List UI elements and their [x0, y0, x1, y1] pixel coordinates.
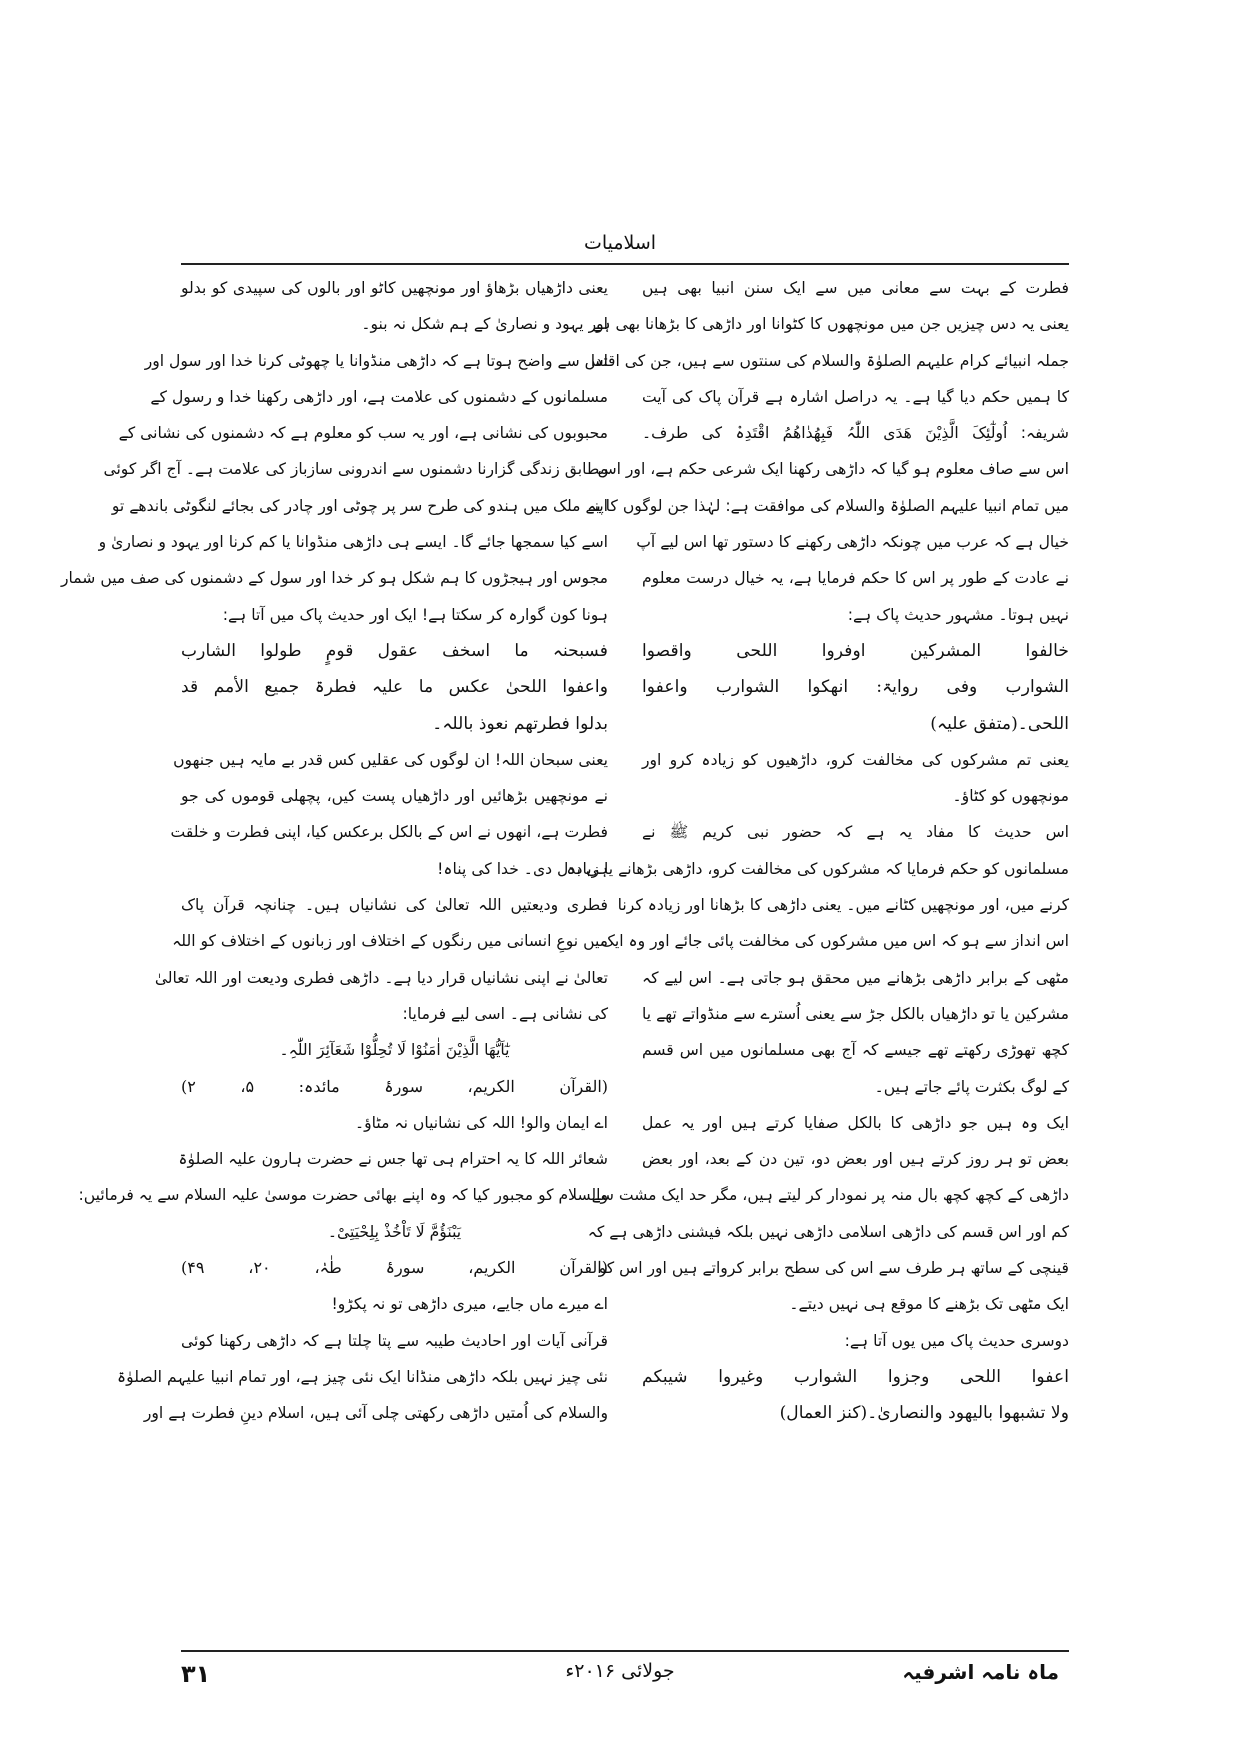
text-line: شعائر اللہ کا یہ احترام ہی تھا جس نے حضرت ہارون علیہ الصلوٰۃ: [178, 1150, 608, 1169]
text-line: اعفوا اللحی وجزوا الشوارب وغیروا شیبکم: [642, 1366, 1069, 1387]
text-line: والسلام کو مجبور کیا کہ وہ اپنے بھائی حضرت موسیٰ علیہ السلام سے یہ فرمائیں:: [78, 1186, 608, 1205]
text-line: مشرکین یا تو داڑھیاں بالکل جڑ سے یعنی اُسترے سے منڈواتے تھے یا: [642, 1004, 1069, 1023]
text-line: اپنے ملک میں ہندو کی طرح سر پر چوٹی اور چادر کی بجائے لنگوٹی باندھے تو: [111, 496, 608, 515]
page-number: ۳۱: [181, 1660, 211, 1688]
text-line: مٹھی کے برابر داڑھی بڑھانے میں محقق ہو جاتی ہے۔ اس لیے کہ: [642, 968, 1069, 987]
text-line: کرنے میں، اور مونچھیں کٹانے میں۔ یعنی داڑھی کا بڑھانا اور زیادہ کرنا: [617, 896, 1069, 915]
text-line: میں تمام انبیا علیہم الصلوٰۃ والسلام کی موافقت ہے: لہٰذا جن لوگوں کا یہ: [587, 496, 1069, 515]
text-line: اور یہود و نصاریٰ کے ہم شکل نہ بنو۔: [361, 315, 608, 334]
text-line: یٰٓاَیُّھَا الَّذِیْنَ اٰمَنُوْا لَا تُحِلُّوْا شَعَآئِرَ اللّٰہِ۔: [279, 1041, 510, 1060]
text-line: (القرآن الکریم، سورۂ مائدہ: ۵، ۲): [181, 1076, 609, 1096]
magazine-name: ماہ نامہ اشرفیہ: [902, 1660, 1059, 1684]
text-line: اس حدیث کا مفاد یہ ہے کہ حضور نبی کریم ﷺ نے: [642, 823, 1069, 842]
text-line: واعفوا اللحیٰ عکس ما علیہ فطرۃ جمیع الأمم قد: [181, 677, 608, 698]
text-line: اس انداز سے ہو کہ اس میں مشرکوں کی مخالفت پائی جائے اور وہ ایک: [600, 932, 1069, 951]
section-header: اسلامیات: [583, 232, 657, 254]
text-line: ہی بدل دی۔ خدا کی پناہ!: [437, 859, 608, 878]
text-line: اللحی۔(متفق علیہ): [930, 713, 1069, 734]
text-line: مسلمانوں کو حکم فرمایا کہ مشرکوں کی مخالفت کرو، داڑھی بڑھانے یا زیادہ: [566, 859, 1069, 878]
left-text-column: [61, 270, 609, 1640]
text-line: قینچی کے ساتھ ہر طرف سے اس کی سطح برابر کرواتے ہیں اور اس کو: [598, 1259, 1069, 1278]
text-line: (القرآن الکریم، سورۂ طٰہٰ، ۲۰، ۴۹): [181, 1258, 608, 1278]
text-line: مونچھوں کو کٹاؤ۔: [952, 787, 1069, 806]
text-line: مجوس اور ہیجڑوں کا ہم شکل ہو کر خدا اور سول کے دشمنوں کی صف میں شمار: [61, 569, 608, 588]
text-line: شریفہ: اُولٰٓئِکَ الَّذِیْنَ ھَدَی اللّٰہُ فَبِھُدٰاھُمُ اقْتَدِہْ کی طرف۔: [642, 424, 1069, 443]
text-line: اے ایمان والو! اللہ کی نشانیاں نہ مٹاؤ۔: [355, 1113, 608, 1132]
text-line: قرآنی آیات اور احادیث طیبہ سے پتا چلتا ہے کہ داڑھی رکھنا کوئی: [181, 1331, 608, 1350]
issue-date: جولائی ۲۰۱۶ء: [565, 1660, 675, 1682]
text-line: فطرت کے بہت سے معانی میں سے ایک سنن انبیا بھی ہیں: [642, 279, 1069, 297]
text-line: یعنی سبحان اللہ! ان لوگوں کی عقلیں کس قدر بے مایہ ہیں جنھوں: [173, 750, 608, 769]
text-line: بعض تو ہر روز کرتے ہیں اور بعض دو، تین دن کے بعد، اور بعض: [642, 1150, 1069, 1169]
text-line: اس سے واضح ہوتا ہے کہ داڑھی منڈوانا یا چھوٹی کرنا خدا اور سول اور: [144, 351, 608, 370]
text-line: کا ہمیں حکم دیا گیا ہے۔ یہ دراصل اشارہ ہے قرآن پاک کی آیت: [642, 387, 1069, 406]
text-line: فطری ودیعتیں اللہ تعالیٰ کی نشانیاں ہیں۔ چنانچہ قرآن پاک: [181, 896, 608, 915]
text-line: فسبحنہ ما اسخف عقول قومٍ طولوا الشارب: [181, 640, 608, 661]
text-line: جملہ انبیائے کرام علیہم الصلوٰۃ والسلام کی سنتوں سے ہیں، جن کی اقتدا: [590, 351, 1069, 370]
text-line: کے لوگ بکثرت پائے جاتے ہیں۔: [874, 1077, 1069, 1096]
text-line: کچھ تھوڑی رکھتے تھے جیسے کہ آج بھی مسلمانوں میں اس قسم: [642, 1041, 1069, 1060]
text-line: والسلام کی اُمتیں داڑھی رکھتی چلی آئی ہیں، اسلام دینِ فطرت ہے اور: [143, 1404, 608, 1423]
text-line: نے عادت کے طور پر اس کا حکم فرمایا ہے، یہ خیال درست معلوم: [642, 569, 1069, 588]
right-text-column: [566, 270, 1069, 1640]
text-line: مطابق زندگی گزارنا دشمنوں سے اندرونی سازباز کی علامت ہے۔ آج اگر کوئی: [103, 460, 608, 479]
text-line: کی نشانی ہے۔ اسی لیے فرمایا:: [402, 1004, 608, 1023]
text-line: ہونا کون گوارہ کر سکتا ہے! ایک اور حدیث پاک میں آتا ہے:: [222, 605, 608, 624]
text-line: اسے کیا سمجھا جائے گا۔ ایسے ہی داڑھی منڈوانا یا کم کرنا اور یہود و نصاریٰ و: [98, 533, 608, 552]
header-rule: [181, 263, 1069, 265]
text-line: یعنی تم مشرکوں کی مخالفت کرو، داڑھیوں کو زیادہ کرو اور: [642, 750, 1069, 769]
text-line: ایک وہ ہیں جو داڑھی کا بالکل صفایا کرتے ہیں اور یہ عمل: [642, 1113, 1069, 1132]
text-line: مسلمانوں کے دشمنوں کی علامت ہے، اور داڑھی رکھنا خدا و رسول کے: [150, 387, 608, 406]
footer-rule: [181, 1650, 1069, 1652]
text-line: ایک مٹھی تک بڑھنے کا موقع ہی نہیں دیتے۔: [789, 1295, 1069, 1314]
text-line: دوسری حدیث پاک میں یوں آتا ہے:: [844, 1331, 1069, 1350]
text-line: میں نوعِ انسانی میں رنگوں کے اختلاف اور زبانوں کے اختلاف کو اللہ: [172, 932, 608, 951]
text-line: یعنی یہ دس چیزیں جن میں مونچھوں کا کٹوانا اور داڑھی کا بڑھانا بھی ہے: [592, 315, 1069, 334]
text-line: اے میرے ماں جایے، میری داڑھی تو نہ پکڑو!: [331, 1295, 608, 1314]
text-line: نے مونچھیں بڑھائیں اور داڑھیاں پست کیں، پچھلی قوموں کی جو: [181, 787, 608, 806]
text-line: نئی چیز نہیں بلکہ داڑھی منڈانا ایک نئی چیز ہے، اور تمام انبیا علیہم الصلوٰۃ: [117, 1367, 608, 1386]
text-line: یَبْنَؤُمَّ لَا تَاْخُذْ بِلِحْیَتِیْ۔: [327, 1222, 462, 1241]
text-line: فطرت ہے، انھوں نے اس کے بالکل برعکس کیا، اپنی فطرت و خلقت: [170, 823, 608, 842]
text-line: خالفوا المشرکین اوفروا اللحی واقصوا: [642, 640, 1069, 661]
text-line: محبوبوں کی نشانی ہے، اور یہ سب کو معلوم ہے کہ دشمنوں کی نشانی کے: [118, 424, 608, 443]
text-line: بدلوا فطرتھم نعوذ باللہ۔: [432, 713, 608, 734]
text-line: ولا تشبھوا بالیھود والنصاریٰ۔(کنز العمال): [779, 1403, 1069, 1424]
text-line: یعنی داڑھیاں بڑھاؤ اور مونچھیں کاٹو اور بالوں کی سپیدی کو بدلو: [181, 279, 608, 297]
text-line: اس سے صاف معلوم ہو گیا کہ داڑھی رکھنا ایک شرعی حکم ہے، اور اس: [597, 460, 1069, 479]
text-line: تعالیٰ نے اپنی نشانیاں قرار دیا ہے۔ داڑھی فطری ودیعت اور اللہ تعالیٰ: [154, 968, 608, 987]
text-line: داڑھی کے کچھ کچھ بال منہ پر نمودار کر لیتے ہیں، مگر حد ایک مشت سے: [591, 1186, 1069, 1205]
text-line: الشوارب وفی روایۃ: انھکوا الشوارب واعفوا: [642, 677, 1069, 698]
text-line: نہیں ہوتا۔ مشہور حدیث پاک ہے:: [847, 605, 1069, 624]
text-line: خیال ہے کہ عرب میں چونکہ داڑھی رکھنے کا دستور تھا اس لیے آپ: [636, 533, 1069, 552]
text-line: کم اور اس قسم کی داڑھی اسلامی داڑھی نہیں بلکہ فیشنی داڑھی ہے کہ: [587, 1222, 1069, 1241]
